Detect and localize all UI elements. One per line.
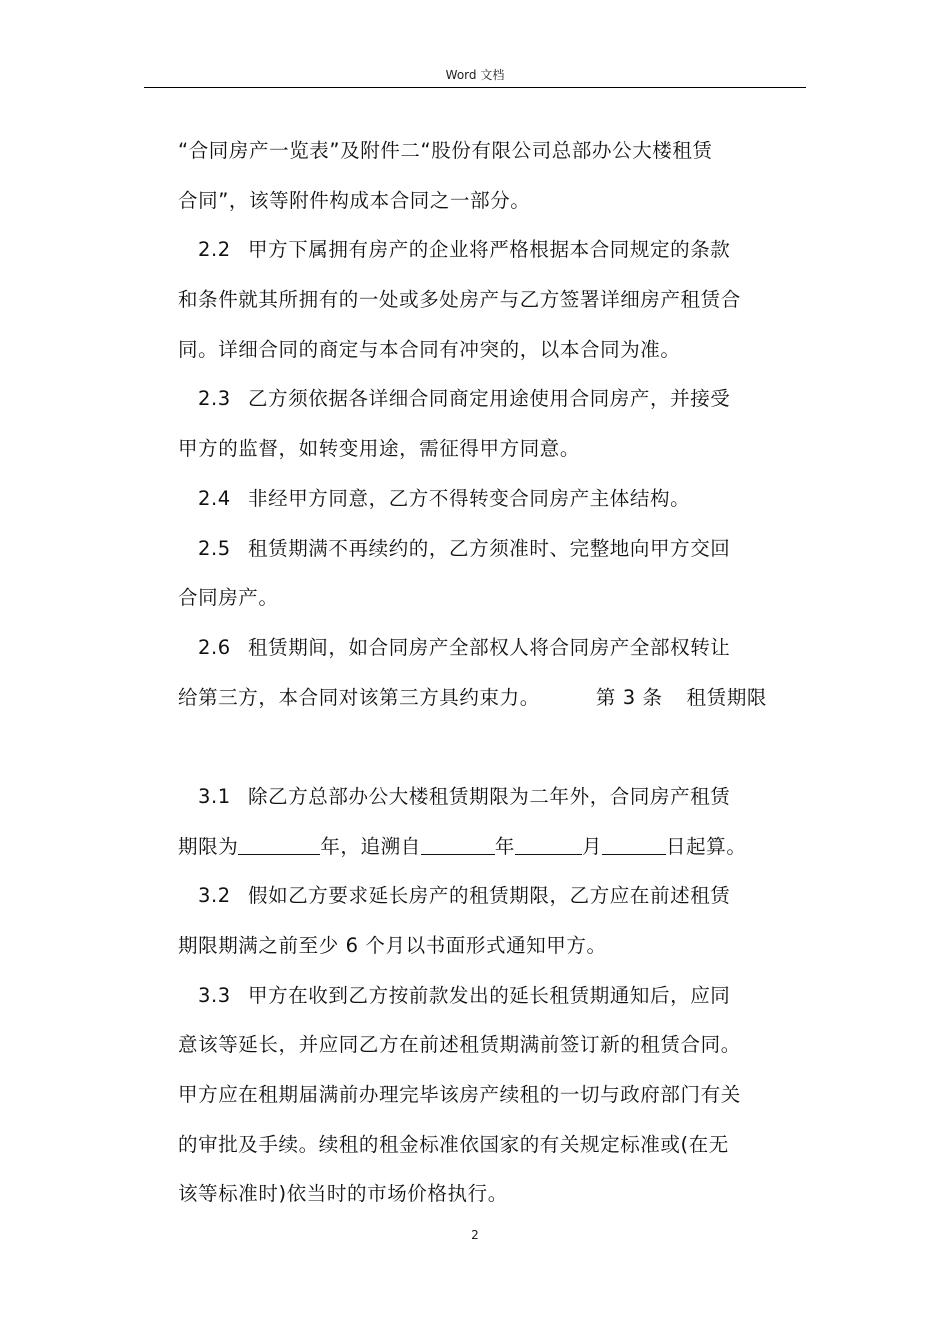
start-month-blank xyxy=(515,832,582,855)
term-label: 期限为 xyxy=(178,834,239,858)
article-heading-title: 租赁期限 xyxy=(686,685,768,709)
paragraph-line: 和条件就其所拥有的一处或多处房产与乙方签署详细房产租赁合 xyxy=(178,288,741,312)
term-fill-line xyxy=(178,822,808,872)
paragraph-line: 期限期满之前至少 6 个月以书面形式通知甲方。 xyxy=(178,934,607,957)
clause-text: 假如乙方要求延长房产的租赁期限，乙方应在前述租赁 xyxy=(248,884,731,908)
clause-text: 甲方下属拥有房产的企业将严格根据本合同规定的条款 xyxy=(248,238,731,262)
paragraph-line: “合同房产一览表”及附件二“股份有限公司总部办公大楼租赁 xyxy=(178,139,713,162)
clause-2-2 xyxy=(178,225,808,275)
article-heading-number: 第 3 条 xyxy=(595,685,663,709)
paragraph-line: 合同房产。 xyxy=(178,586,279,610)
clause-text: 租赁期间，如合同房产全部权人将合同房产全部权转让 xyxy=(248,635,731,659)
clause-3-2 xyxy=(178,871,808,921)
clause-number: 2.3 xyxy=(198,387,231,411)
clause-number: 2.5 xyxy=(198,536,231,560)
clause-number: 3.2 xyxy=(198,884,231,908)
paragraph-line xyxy=(178,673,808,723)
paragraph-line: 同。详细合同的商定与本合同有冲突的，以本合同为准。 xyxy=(178,337,681,361)
clause-number: 3.3 xyxy=(198,983,231,1007)
clause-3-1 xyxy=(178,772,808,822)
term-label: 年 xyxy=(494,834,515,858)
page-header: Word 文档 xyxy=(445,68,505,82)
term-label: 年，追溯自 xyxy=(320,834,421,858)
clause-text: 乙方须依据各详细合同商定用途使用合同房产，并接受 xyxy=(248,387,731,411)
start-day-blank xyxy=(602,832,666,855)
clause-number: 3.1 xyxy=(198,784,231,808)
paragraph-line: 的审批及手续。续租的租金标准依国家的有关规定标准或(在无 xyxy=(178,1132,729,1156)
term-label: 日起算。 xyxy=(666,834,747,858)
clause-3-3 xyxy=(178,971,808,1021)
clause-2-4 xyxy=(178,474,808,524)
clause-text: 除乙方总部办公大楼租赁期限为二年外，合同房产租赁 xyxy=(248,784,731,808)
page-number: 2 xyxy=(471,1228,479,1242)
paragraph-line: 合同”，该等附件构成本合同之一部分。 xyxy=(178,188,531,212)
header-divider xyxy=(144,87,806,88)
paragraph-line: 甲方应在租期届满前办理完毕该房产续租的一切与政府部门有关 xyxy=(178,1083,741,1107)
clause-2-5 xyxy=(178,524,808,574)
paragraph-line: 该等标准时)依当时的市场价格执行。 xyxy=(178,1182,508,1206)
term-label: 月 xyxy=(581,834,603,858)
clause-number: 2.6 xyxy=(198,635,231,659)
clause-2-3 xyxy=(178,374,808,424)
clause-text: 甲方在收到乙方按前款发出的延长租赁期通知后，应同 xyxy=(248,983,731,1007)
paragraph-line: 意该等延长，并应同乙方在前述租赁期满前签订新的租赁合同。 xyxy=(178,1033,741,1057)
years-blank xyxy=(238,832,320,855)
clause-number: 2.2 xyxy=(198,238,231,262)
clause-text: 租赁期满不再续约的，乙方须准时、完整地向甲方交回 xyxy=(248,536,731,560)
paragraph-line: 甲方的监督，如转变用途，需征得甲方同意。 xyxy=(178,437,581,461)
blank-line xyxy=(178,722,808,772)
clause-text: 给第三方，本合同对该第三方具约束力。 xyxy=(178,685,540,709)
clause-text: 非经甲方同意，乙方不得转变合同房产主体结构。 xyxy=(248,486,691,510)
document-body xyxy=(178,126,808,1219)
start-year-blank xyxy=(421,832,495,855)
clause-number: 2.4 xyxy=(198,486,231,510)
clause-2-6 xyxy=(178,623,808,673)
